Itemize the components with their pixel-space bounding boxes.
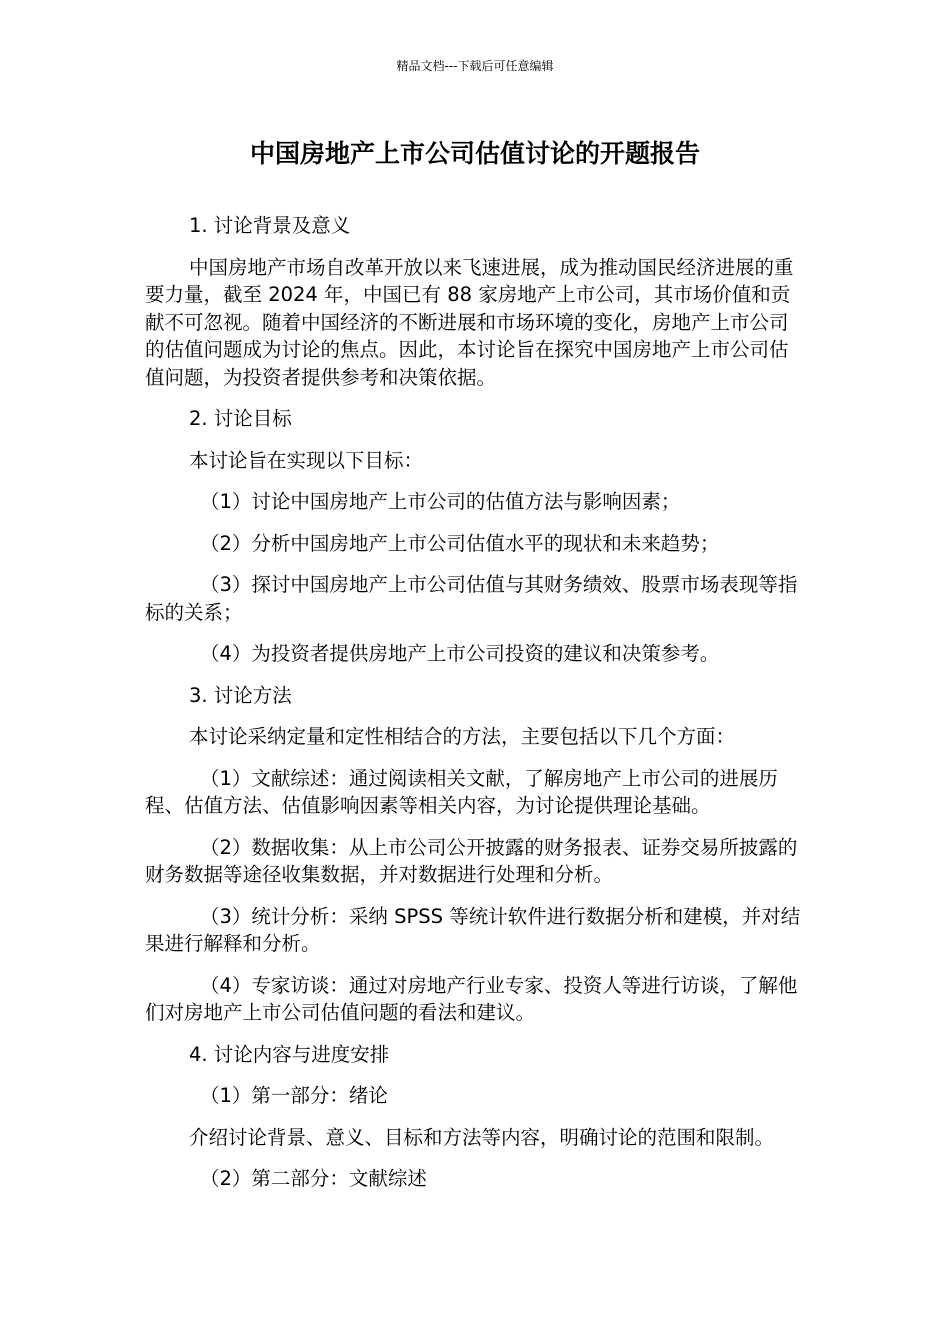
section-heading-background: 1. 讨论背景及意义 [189,214,351,237]
document-title: 中国房地产上市公司估值讨论的开题报告 [249,139,700,168]
schedule-part-2: （2）第二部分：文献综述 [200,1167,427,1190]
paragraph-background: 中国房地产市场自改革开放以来飞速进展，成为推动国民经济进展的重要力量，截至 2024 年，中国已有 88 家房地产上市公司，其市场价值和贡献不可忽视。随着中国经济的不断进展和市场环境的变化，房地产上市公司的估值问题成为讨论的焦点。因此，本讨论旨在探究中国房地产上市公司估值问题，为投资者提供参考和决策依据。 [145,255,794,389]
page-header: 精品文档---下载后可任意编辑 [396,59,554,73]
document-body [145,212,807,1207]
section-heading-schedule: 4. 讨论内容与进度安排 [189,1042,390,1066]
objective-item-1: （1）讨论中国房地产上市公司的估值方法与影响因素； [200,490,681,513]
schedule-part-1: （1）第一部分：绪论 [200,1084,388,1107]
paragraph-part-1-description: 介绍讨论背景、意义、目标和方法等内容，明确讨论的范围和限制。 [189,1125,775,1149]
section-heading-objectives: 2. 讨论目标 [189,407,292,430]
method-item-1: （1）文献综述：通过阅读相关文献，了解房地产上市公司的进展历程、估值方法、估值影响因素等相关内容，为讨论提供理论基础。 [145,766,778,817]
objective-item-3: （3）探讨中国房地产上市公司估值与其财务绩效、股票市场表现等指标的关系； [145,573,798,624]
method-item-4: （4）专家访谈：通过对房地产行业专家、投资人等进行访谈，了解他们对房地产上市公司估值问题的看法和建议。 [145,973,798,1024]
paragraph-objectives-intro: 本讨论旨在实现以下目标： [189,448,424,472]
method-item-3: （3）统计分析：采纳 SPSS 等统计软件进行数据分析和建模，并对结果进行解释和分析。 [145,904,801,955]
method-item-2: （2）数据收集：从上市公司公开披露的财务报表、证券交易所披露的财务数据等途径收集数据，并对数据进行处理和分析。 [145,835,798,886]
section-heading-methods: 3. 讨论方法 [189,683,292,707]
objective-item-2: （2）分析中国房地产上市公司估值水平的现状和未来趋势； [200,531,720,555]
paragraph-methods-intro: 本讨论采纳定量和定性相结合的方法，主要包括以下几个方面： [189,725,736,748]
objective-item-4: （4）为投资者提供房地产上市公司投资的建议和决策参考。 [200,642,720,665]
